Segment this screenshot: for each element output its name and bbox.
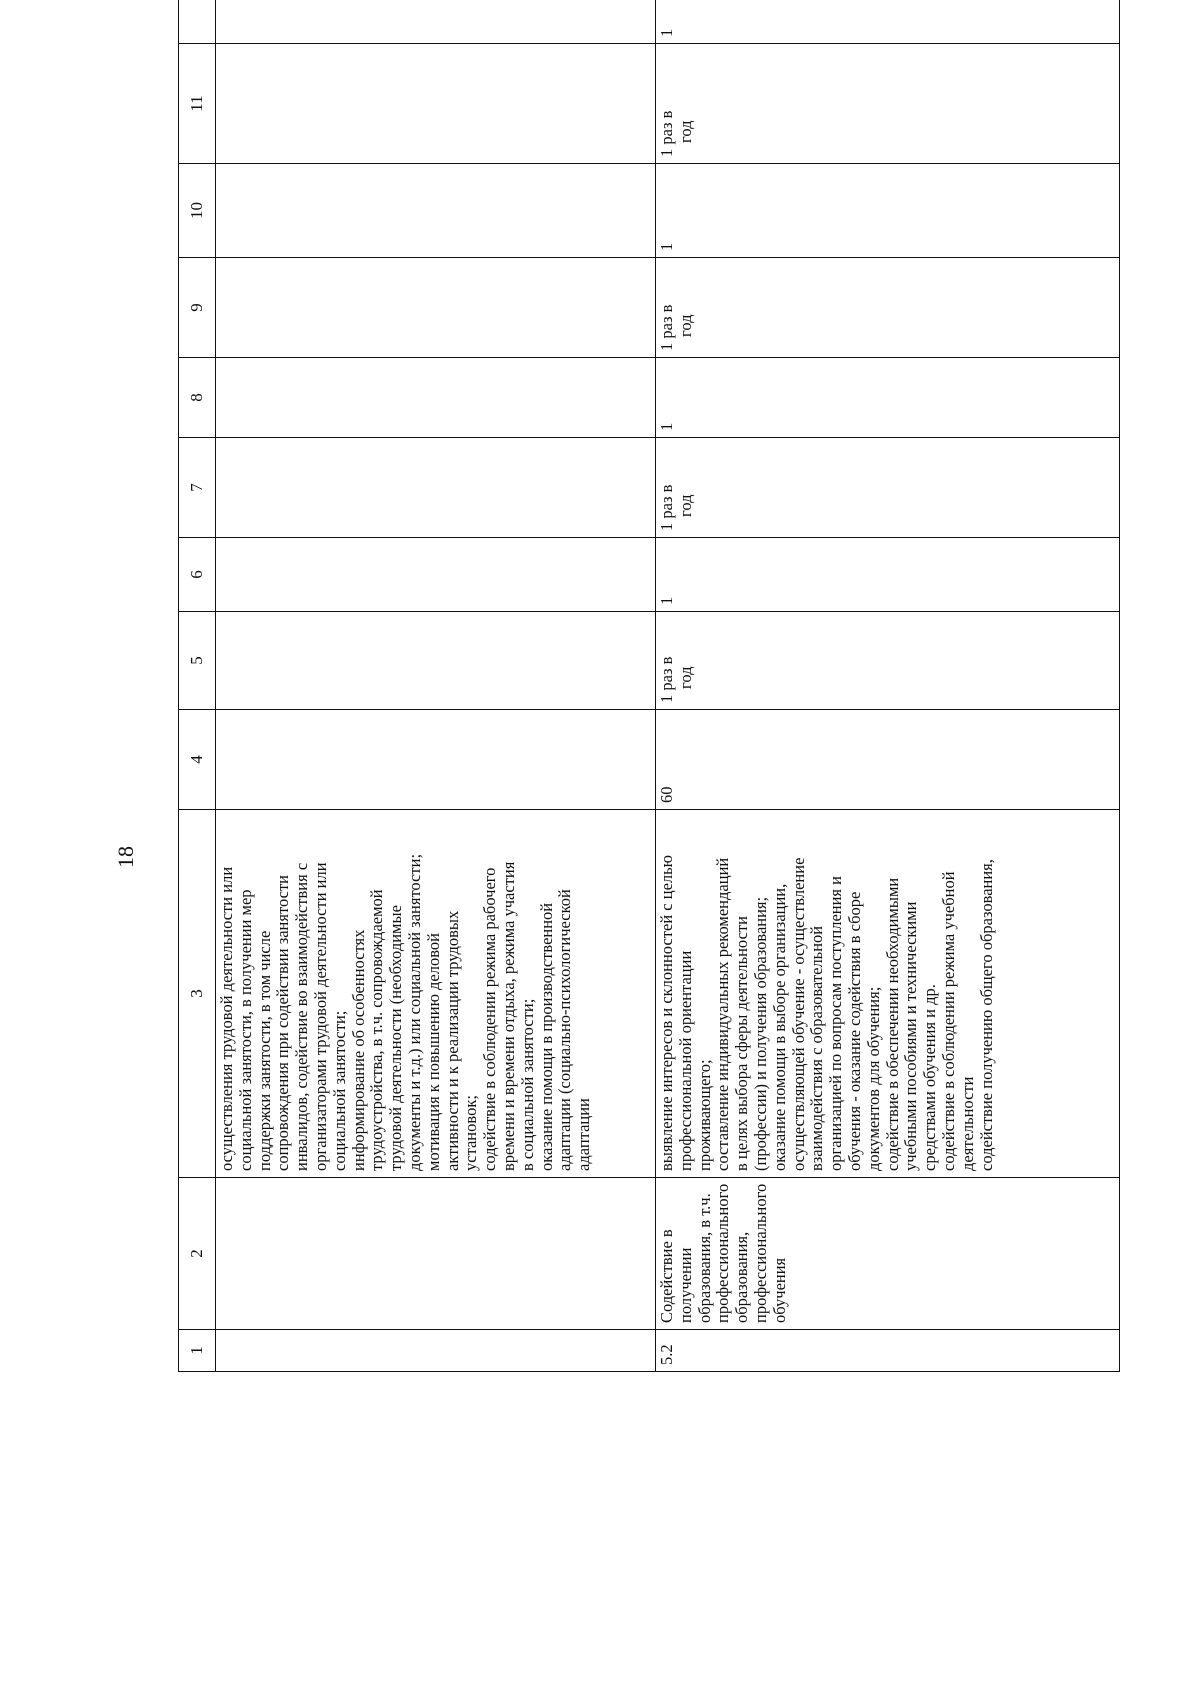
row1-col7 bbox=[216, 438, 656, 538]
row1-text-line: адаптации bbox=[574, 1098, 594, 1171]
services-table bbox=[178, 0, 1120, 1372]
row2-text-line: документов для обучения; bbox=[863, 986, 883, 1171]
header-col-10: 10 bbox=[179, 164, 216, 258]
row1-text-line: оказание помощи в производственной bbox=[536, 902, 556, 1171]
row1-col5 bbox=[216, 612, 656, 710]
row2-text-line: деятельности bbox=[957, 1076, 977, 1171]
row1-col3 bbox=[216, 810, 656, 1178]
header-col-12 bbox=[179, 0, 216, 44]
row1-col8 bbox=[216, 358, 656, 438]
row1-text-line: осуществления трудовой деятельности или bbox=[217, 866, 236, 1171]
row2-service-name bbox=[656, 1178, 1120, 1330]
row1-col12 bbox=[216, 0, 656, 44]
row2-name-line: профессионального bbox=[750, 1183, 770, 1323]
row2-col12-value: 1 bbox=[656, 0, 1120, 44]
row1-text-line: социальной занятости, в получении мер bbox=[235, 889, 255, 1171]
row2-name-line: Содействие в bbox=[657, 1229, 676, 1323]
row1-col6 bbox=[216, 538, 656, 612]
frequency-line: 1 раз в bbox=[657, 656, 676, 703]
header-col-2: 2 bbox=[179, 1178, 216, 1330]
row2-col11-frequency bbox=[656, 44, 1120, 164]
row1-text-line: активности и к реализации трудовых bbox=[442, 910, 462, 1171]
row2-col4-value: 60 bbox=[656, 710, 1120, 810]
rotated-table-container bbox=[178, 28, 1120, 1372]
row2-name-line: профессионального bbox=[713, 1183, 733, 1323]
row2-text-line: содействие получению общего образования, bbox=[976, 859, 996, 1171]
header-col-6: 6 bbox=[179, 538, 216, 612]
row2-col7-frequency bbox=[656, 438, 1120, 538]
header-col-5: 5 bbox=[179, 612, 216, 710]
frequency-line: 1 раз в bbox=[657, 304, 676, 351]
row1-text-line: адаптации (социально-психологической bbox=[555, 889, 575, 1171]
row2-text-line: содействие в соблюдении режима учебной bbox=[938, 871, 958, 1171]
row1-col10 bbox=[216, 164, 656, 258]
table-row-continuation bbox=[216, 0, 656, 1372]
row1-col2 bbox=[216, 1178, 656, 1330]
row2-col8-value: 1 bbox=[656, 358, 1120, 438]
row2-text-line: профессиональной ориентации bbox=[675, 950, 695, 1171]
row2-name-line: образования, в т.ч. bbox=[694, 1193, 714, 1323]
row2-name-line: получении bbox=[675, 1247, 695, 1323]
row2-number: 5.2 bbox=[656, 1330, 1120, 1372]
header-col-3: 3 bbox=[179, 810, 216, 1178]
row2-text-line: учебными пособиями и техническими bbox=[901, 901, 921, 1171]
row2-name-line: обучения bbox=[769, 1257, 789, 1323]
row2-text-line: (профессии) и получения образования; bbox=[750, 896, 770, 1171]
row1-text-line: инвалидов, содействие во взаимодействия с bbox=[292, 862, 312, 1171]
header-col-9: 9 bbox=[179, 258, 216, 358]
frequency-line: 1 раз в bbox=[657, 484, 676, 531]
table-row-5-2 bbox=[656, 0, 1120, 1372]
row2-col10-value: 1 bbox=[656, 164, 1120, 258]
row2-col6-value: 1 bbox=[656, 538, 1120, 612]
row1-text-line: трудоустройства, в т.ч. сопровождаемой bbox=[367, 889, 387, 1171]
frequency-line: 1 раз в bbox=[657, 110, 676, 157]
row1-text-line: времени и времени отдыха, режима участия bbox=[498, 861, 518, 1171]
row1-text-line: информирование об особенностях bbox=[348, 929, 368, 1171]
row2-text-line: организацией по вопросам поступления и bbox=[826, 876, 846, 1171]
header-col-7: 7 bbox=[179, 438, 216, 538]
row1-col9 bbox=[216, 258, 656, 358]
row2-text-line: взаимодействия с образовательной bbox=[807, 925, 827, 1171]
row1-col4 bbox=[216, 710, 656, 810]
frequency-line: год bbox=[675, 666, 695, 689]
row1-text-line: социальной занятости; bbox=[329, 1010, 349, 1171]
row1-col11 bbox=[216, 44, 656, 164]
row1-text-line: поддержки занятости, в том числе bbox=[254, 930, 274, 1171]
row2-text-line: осуществляющей обучение - осуществление bbox=[788, 857, 808, 1171]
frequency-line: год bbox=[675, 120, 695, 143]
row1-col1 bbox=[216, 1330, 656, 1372]
row2-description bbox=[656, 810, 1120, 1178]
row1-text-line: организаторами трудовой деятельности или bbox=[310, 862, 330, 1171]
frequency-line: год bbox=[675, 314, 695, 337]
header-col-11: 11 bbox=[179, 44, 216, 164]
row2-name-line: образования, bbox=[732, 1231, 752, 1323]
row1-text-line: в социальной занятости; bbox=[517, 998, 537, 1171]
row1-text-line: трудовой деятельности (необходимые bbox=[386, 905, 406, 1171]
row2-text-line: в целях выбора сферы деятельности bbox=[732, 916, 752, 1171]
row1-text-line: документы и т.д.) или социальной занятости; bbox=[404, 853, 424, 1171]
header-col-1: 1 bbox=[179, 1330, 216, 1372]
row1-text-line: установок; bbox=[461, 1095, 481, 1171]
row2-text-line: составление индивидуальных рекомендаций bbox=[713, 857, 733, 1171]
header-col-8: 8 bbox=[179, 358, 216, 438]
row2-col9-frequency bbox=[656, 258, 1120, 358]
row2-text-line: оказание помощи в выборе организации, bbox=[769, 883, 789, 1171]
header-col-4: 4 bbox=[179, 710, 216, 810]
row2-text-line: обучения - оказание содействия в сборе bbox=[844, 891, 864, 1171]
row2-text-line: содействие в обеспечении необходимыми bbox=[882, 877, 902, 1171]
row1-text-line: сопровождения при содействии занятости bbox=[273, 875, 293, 1171]
table-header-row bbox=[179, 0, 216, 1372]
row2-text-line: проживающего; bbox=[694, 1059, 714, 1171]
frequency-line: год bbox=[675, 494, 695, 517]
page-number: 18 bbox=[113, 846, 138, 868]
row2-col5-frequency bbox=[656, 612, 1120, 710]
row2-text-line: средствами обучения и др. bbox=[920, 984, 940, 1171]
row1-text-line: мотивация к повышению деловой bbox=[423, 933, 443, 1171]
row1-text-line: содействие в соблюдении режима рабочего bbox=[480, 867, 500, 1171]
row2-text-line: выявление интересов и склонностей с целью bbox=[657, 855, 676, 1171]
